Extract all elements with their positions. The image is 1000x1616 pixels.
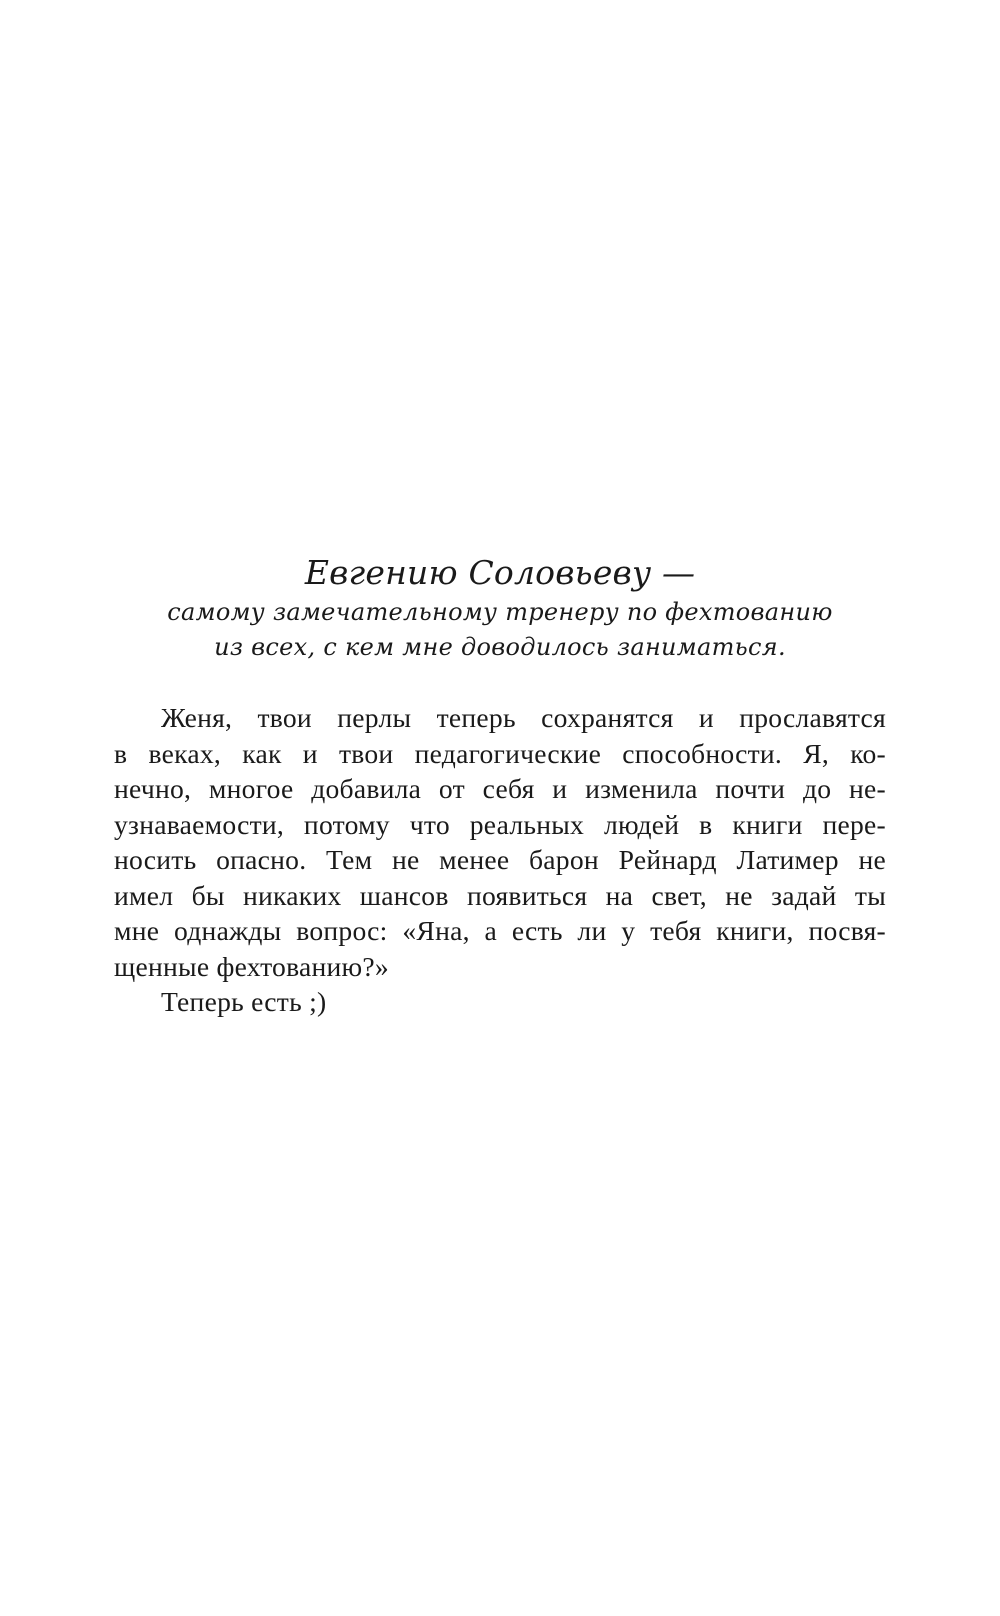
body-text	[114, 700, 886, 1020]
paragraph-line: щенные фехтованию?»	[114, 950, 389, 982]
dedication-recipient: Евгению Соловьеву —	[304, 553, 696, 592]
dedication	[130, 551, 870, 665]
closing-line: Теперь есть ;)	[161, 986, 327, 1017]
paragraph-line: узнаваемости, потому что реальных людей в книги пере-	[114, 808, 886, 840]
paragraph-line: имел бы никаких шансов появиться на свет, не задай ты	[114, 879, 886, 911]
paragraph-line: нечно, многое добавила от себя и изменила почти до не-	[114, 773, 886, 804]
dedication-line: самому замечательному тренеру по фехтованию	[167, 598, 833, 626]
paragraph-line: мне однажды вопрос: «Яна, а есть ли у тебя книги, посвя-	[114, 915, 886, 946]
dedication-line: из всех, с кем мне доводилось заниматься.	[214, 633, 786, 661]
paragraph-line: Женя, твои перлы теперь сохранятся и прославятся	[161, 702, 886, 733]
paragraph-line: в веках, как и твои педагогические способности. Я, ко-	[114, 737, 886, 769]
paragraph-line: носить опасно. Тем не менее барон Рейнард Латимер не	[114, 844, 886, 875]
